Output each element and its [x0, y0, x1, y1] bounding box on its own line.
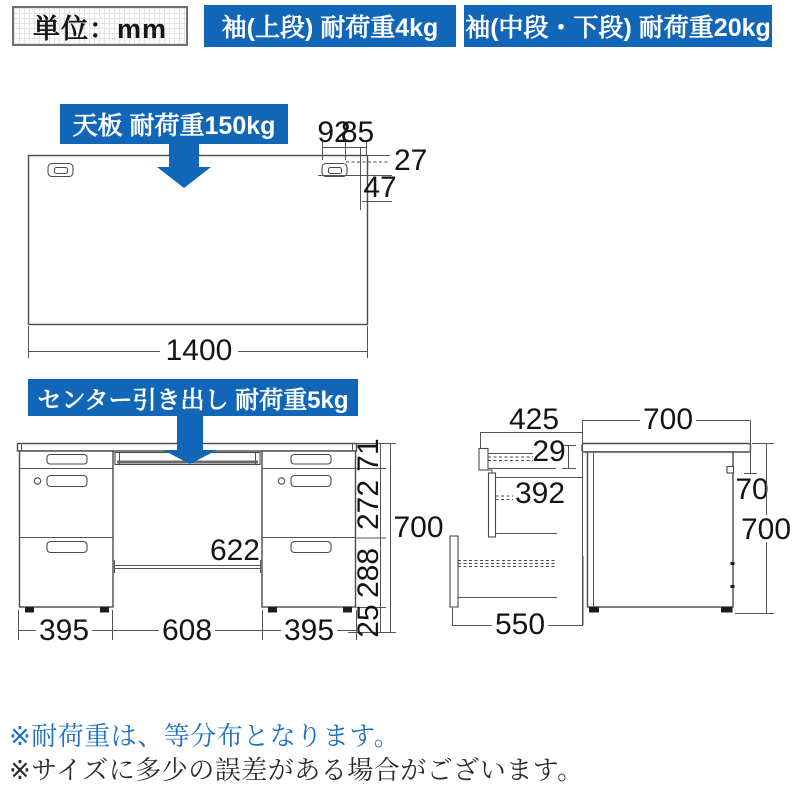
dim-1400: 1400: [165, 334, 233, 367]
dim-395-left: 395: [38, 614, 90, 647]
dim-700-depth: 700: [642, 403, 694, 436]
left-grommet-icon: [48, 164, 73, 177]
dim-85: 85: [340, 116, 375, 149]
dim-25: 25: [352, 604, 385, 638]
left-pedestal: [20, 451, 114, 607]
dim-700-front: 700: [393, 511, 444, 544]
top-view-drawing: [29, 116, 428, 367]
dim-70: 70: [735, 473, 769, 506]
dim-27: 27: [394, 144, 428, 177]
sleeve-middle-lower-load-badge: 袖(中段・下段) 耐荷重20kg: [464, 5, 772, 47]
dim-288: 288: [352, 547, 385, 599]
back-clip-icon: [727, 467, 734, 474]
dim-47: 47: [363, 171, 397, 204]
top-panel-load-callout: 天板 耐荷重150kg: [60, 104, 288, 144]
adjuster-feet: [589, 607, 733, 613]
dim-29: 29: [532, 435, 566, 468]
center-drawer-load-callout: センター引き出し 耐荷重5kg: [28, 379, 358, 416]
dim-622: 622: [209, 534, 260, 567]
front-view-drawing: [18, 415, 444, 647]
dim-700-height: 700: [740, 513, 792, 546]
dim-395-right: 395: [283, 614, 335, 647]
side-body: [588, 452, 734, 607]
dim-392: 392: [514, 477, 566, 510]
size-tolerance-note: ※サイズに多少の誤差がある場合がございます。: [9, 755, 584, 785]
sleeve-upper-load-badge: 袖(上段) 耐荷重4kg: [204, 5, 456, 47]
dim-92: 92: [317, 116, 351, 149]
side-view-drawing: [450, 403, 791, 641]
right-pedestal: [262, 451, 356, 607]
extended-bottom-drawer: [450, 536, 557, 607]
side-desktop: [582, 444, 751, 453]
dim-425: 425: [508, 403, 560, 436]
load-distribution-note: ※耐荷重は、等分布となります。: [9, 721, 401, 751]
dim-608: 608: [161, 614, 213, 647]
right-grommet-icon: [322, 164, 347, 177]
unit-label: 単位：mm: [12, 6, 188, 46]
dim-272: 272: [352, 479, 385, 531]
adjuster-feet: [25, 607, 352, 613]
desktop-outline: [29, 156, 368, 325]
dim-71: 71: [352, 438, 385, 472]
dim-550: 550: [494, 608, 546, 641]
